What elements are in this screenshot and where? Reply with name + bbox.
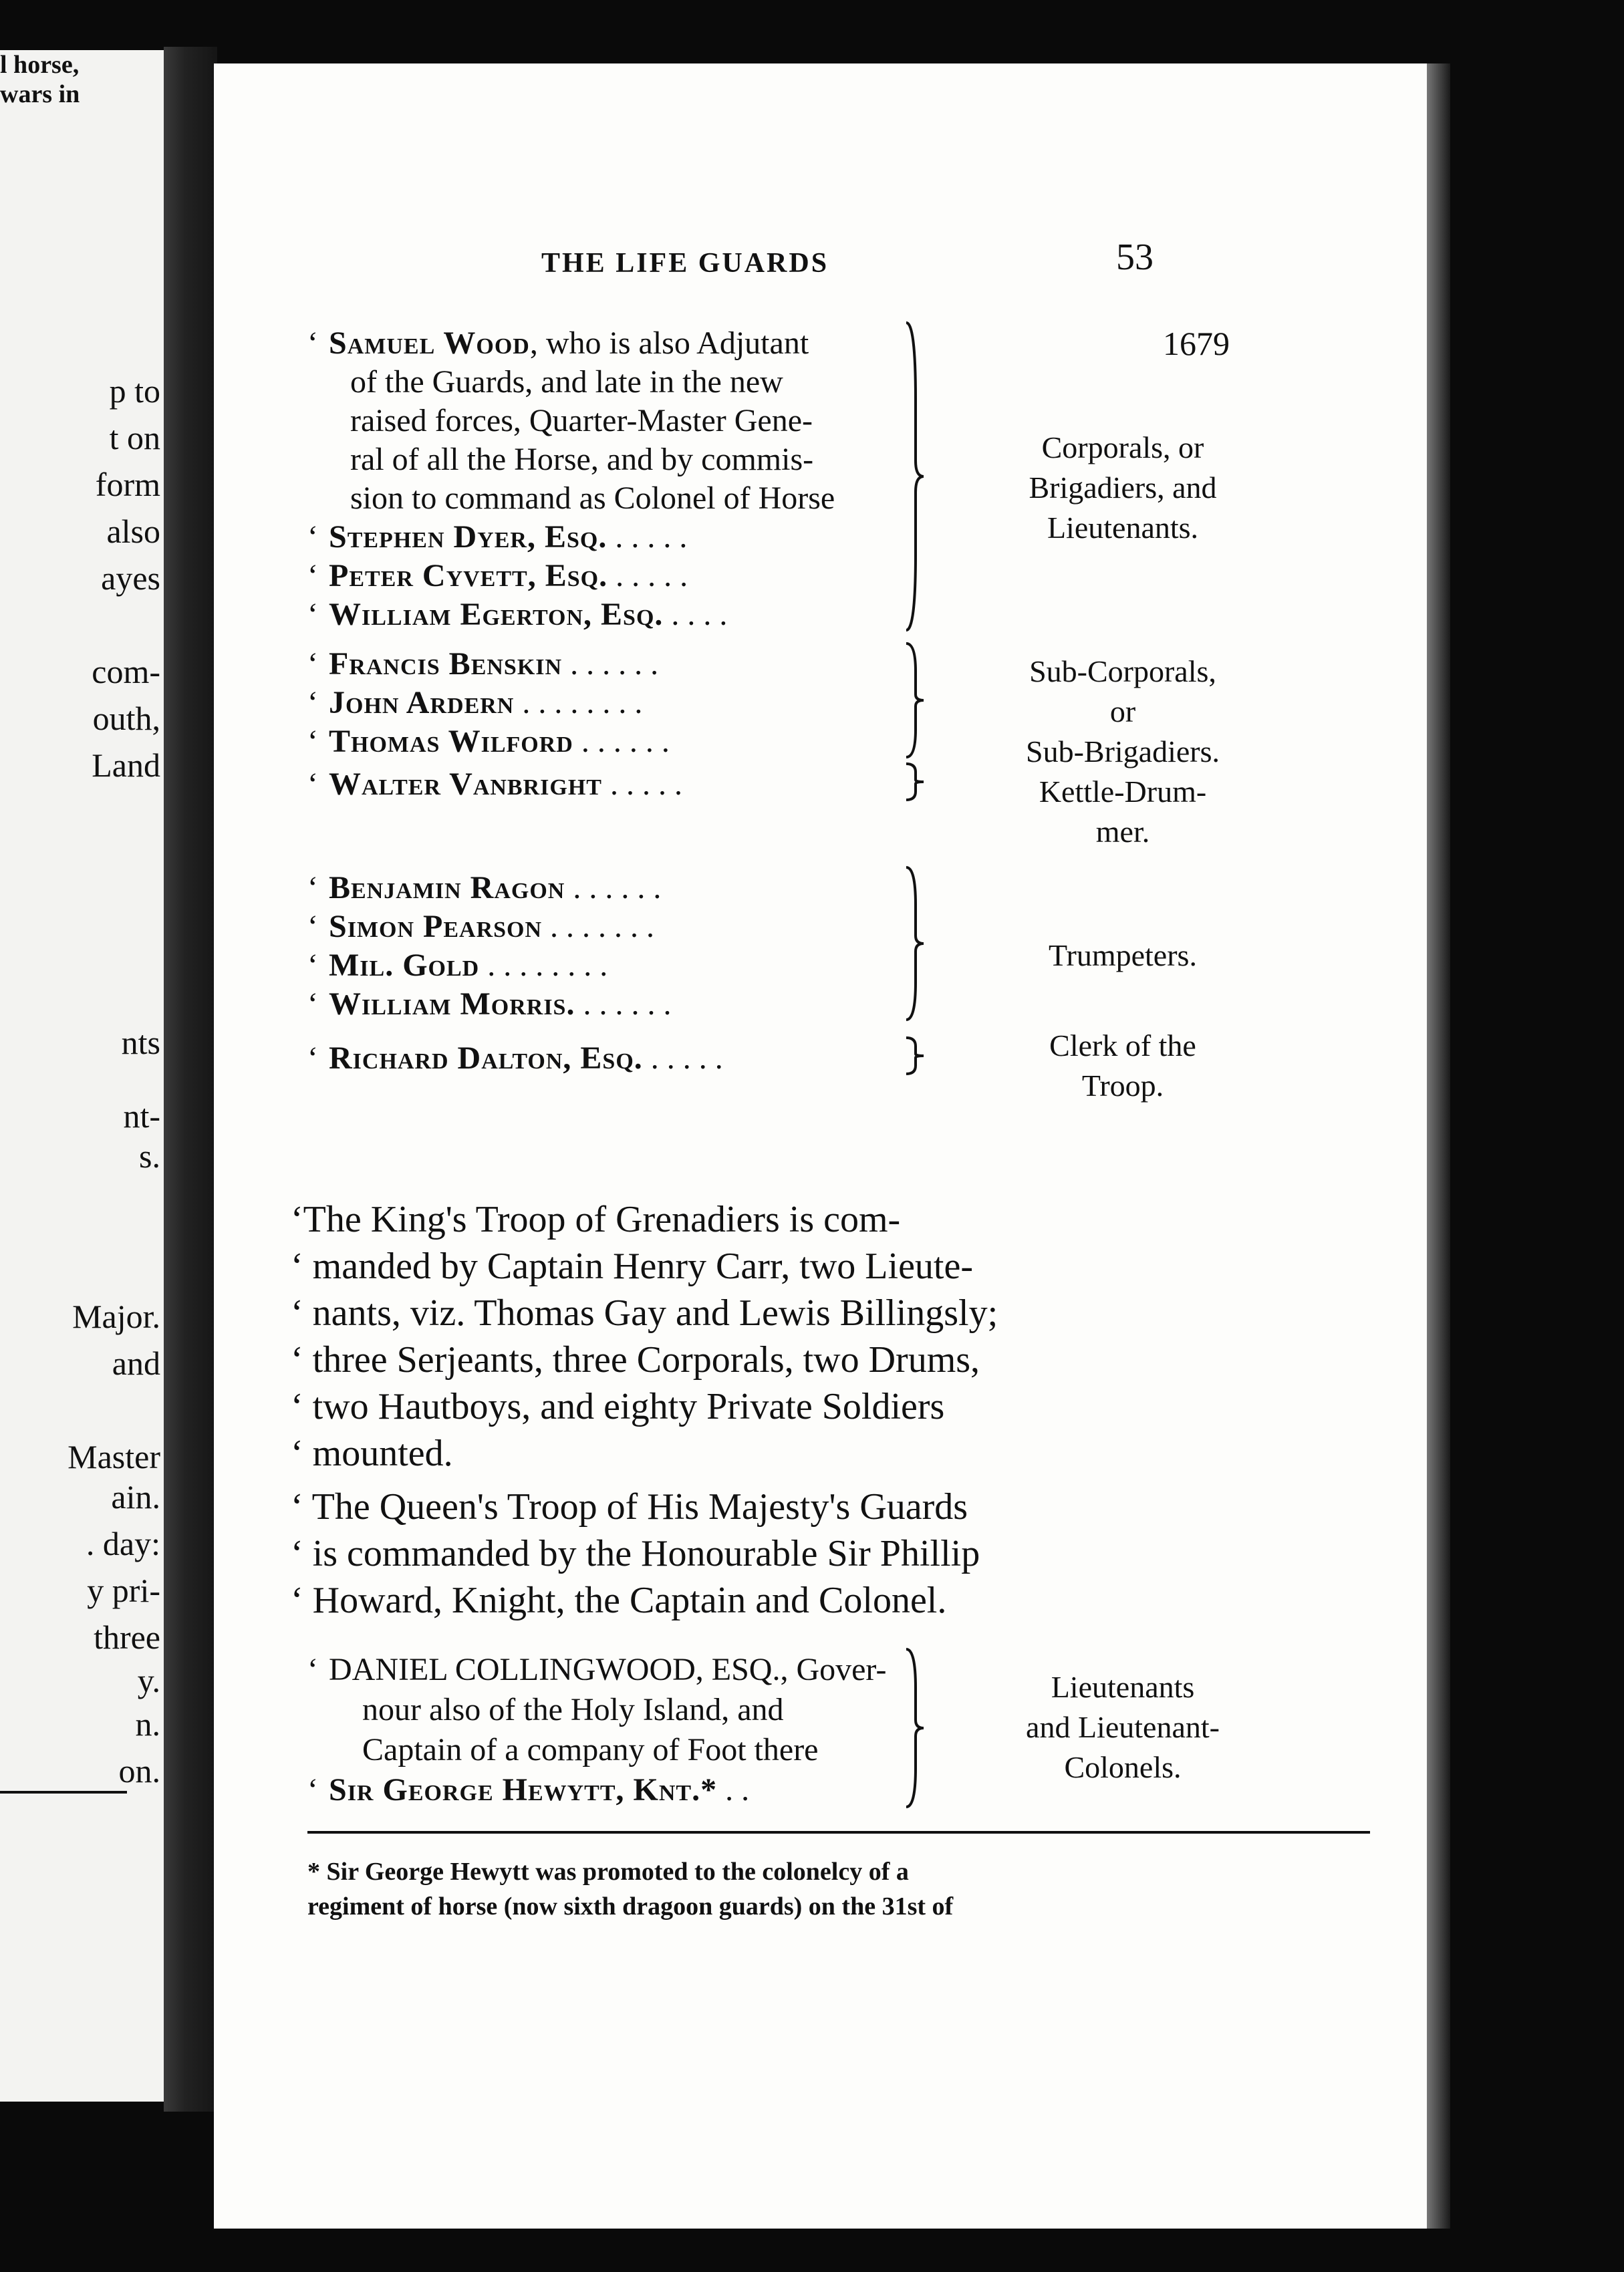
rank-label bbox=[949, 772, 1297, 852]
left-footnote-rule bbox=[0, 1791, 127, 1794]
left-footnote-line: wars in bbox=[0, 80, 80, 108]
rank-label-line: Sub-Brigadiers. bbox=[1025, 734, 1220, 768]
left-page-line: nts bbox=[121, 1024, 160, 1061]
left-page-line: Major. bbox=[72, 1298, 160, 1335]
page-number: 53 bbox=[1116, 237, 1154, 278]
rank-label-line: Trumpeters. bbox=[1049, 938, 1197, 972]
left-page-line: Master bbox=[67, 1438, 160, 1475]
left-page-line: on. bbox=[118, 1752, 160, 1790]
paragraph-line: ‘ three Serjeants, three Corporals, two Drums, bbox=[291, 1339, 980, 1381]
left-page-line: . day: bbox=[86, 1525, 160, 1562]
footnote-rule bbox=[307, 1831, 1370, 1834]
rank-label-line: Kettle-Drum- bbox=[1039, 774, 1207, 809]
rank-label bbox=[929, 1667, 1317, 1788]
roster-entry: ‘ William Morris. . . . . . . bbox=[307, 986, 672, 1022]
left-page-line: and bbox=[112, 1344, 160, 1382]
rank-label-line: Clerk of the bbox=[1049, 1028, 1196, 1062]
rank-label bbox=[949, 936, 1297, 976]
officer-entry: Captain of a company of Foot there bbox=[362, 1732, 819, 1767]
left-footnote-line: l horse, bbox=[0, 51, 80, 79]
rank-label-line: Corporals, or bbox=[1041, 430, 1204, 464]
roster-entry: ‘ Richard Dalton, Esq. . . . . . bbox=[307, 1040, 723, 1076]
book-gutter bbox=[164, 47, 217, 2112]
officer-entry: ‘ DANIEL COLLINGWOOD, ESQ., Gover- bbox=[307, 1652, 887, 1687]
officer-entry: nour also of the Holy Island, and bbox=[362, 1692, 784, 1727]
rank-label-line: Colonels. bbox=[1064, 1750, 1182, 1784]
rank-label-line: Sub-Corporals, bbox=[1029, 654, 1216, 688]
left-page-line: y. bbox=[137, 1662, 160, 1699]
rank-label-line: or bbox=[1109, 694, 1136, 728]
roster-entry: ‘ Benjamin Ragon . . . . . . bbox=[307, 870, 662, 905]
roster-entry: ‘ Peter Cyvett, Esq. . . . . . bbox=[307, 558, 688, 593]
left-page-line: y pri- bbox=[87, 1572, 160, 1609]
roster-entry: ‘ John Ardern . . . . . . . . bbox=[307, 685, 643, 720]
brace-icon bbox=[902, 1648, 929, 1808]
paragraph-line: ‘ The Queen's Troop of His Majesty's Guards bbox=[291, 1486, 968, 1528]
paragraph-line: ‘ is commanded by the Honourable Sir Phillip bbox=[291, 1533, 980, 1574]
footnote-line: regiment of horse (now sixth dragoon guards) on the 31st of bbox=[307, 1892, 954, 1921]
margin-year: 1679 bbox=[1163, 325, 1230, 362]
paragraph-kings-troop bbox=[291, 1196, 1373, 1477]
roster-entry: raised forces, Quarter-Master Gene- bbox=[350, 403, 813, 438]
rank-label-line: mer. bbox=[1095, 815, 1150, 849]
left-page-line: Land bbox=[92, 746, 160, 784]
footnote bbox=[307, 1854, 1370, 1924]
paragraph-line: ‘ manded by Captain Henry Carr, two Lieute- bbox=[291, 1246, 973, 1287]
rank-label-line: Lieutenants bbox=[1051, 1670, 1195, 1704]
paragraph-line: ‘ two Hautboys, and eighty Private Soldiers bbox=[291, 1386, 945, 1427]
brace-icon bbox=[902, 762, 929, 801]
paragraph-line: ‘The King's Troop of Grenadiers is com- bbox=[291, 1199, 901, 1240]
paragraph-line: ‘ nants, viz. Thomas Gay and Lewis Billingsly; bbox=[291, 1292, 998, 1334]
roster-entry: ‘ Francis Benskin . . . . . . bbox=[307, 646, 659, 682]
left-page-line: t on bbox=[109, 419, 160, 456]
brace-icon bbox=[902, 321, 929, 631]
roster-entry: sion to command as Colonel of Horse bbox=[350, 480, 835, 516]
left-page-line: form bbox=[95, 466, 160, 503]
running-head: THE LIFE GUARDS bbox=[541, 248, 829, 279]
rank-label-line: Brigadiers, and bbox=[1029, 470, 1217, 505]
left-page-fragment bbox=[0, 50, 164, 2102]
paragraph-queens-troop bbox=[291, 1483, 1373, 1624]
rank-label-line: Troop. bbox=[1081, 1069, 1164, 1103]
left-page-line: ain. bbox=[111, 1478, 160, 1516]
roster-entry: of the Guards, and late in the new bbox=[350, 364, 783, 400]
left-page-line: three bbox=[94, 1618, 160, 1656]
brace-icon bbox=[902, 866, 929, 1021]
left-page-line: outh, bbox=[92, 700, 160, 737]
left-page-line: n. bbox=[135, 1705, 160, 1743]
footnote-line: * Sir George Hewytt was promoted to the colonelcy of a bbox=[307, 1858, 909, 1886]
left-page-line: ayes bbox=[101, 559, 160, 597]
brace-icon bbox=[902, 642, 929, 758]
rank-label bbox=[949, 428, 1297, 548]
roster-entry: ‘ Simon Pearson . . . . . . . bbox=[307, 909, 655, 944]
roster-entry: ‘ Samuel Wood, who is also Adjutant bbox=[307, 325, 809, 361]
rank-label bbox=[949, 652, 1297, 772]
rank-label-line: and Lieutenant- bbox=[1026, 1710, 1220, 1744]
left-page-line: s. bbox=[139, 1137, 160, 1175]
roster-entry: ‘ Mil. Gold . . . . . . . . bbox=[307, 948, 608, 983]
book-page bbox=[214, 63, 1427, 2229]
paragraph-line: ‘ mounted. bbox=[291, 1433, 453, 1474]
left-page-line: p to bbox=[109, 372, 160, 410]
left-page-footnote bbox=[0, 50, 164, 109]
page-edge-shadow bbox=[1427, 63, 1450, 2229]
rank-label bbox=[949, 1026, 1297, 1106]
roster-entry: ‘ Stephen Dyer, Esq. . . . . . bbox=[307, 519, 688, 555]
roster-entry: ‘ Thomas Wilford . . . . . . bbox=[307, 724, 670, 759]
roster-entry: ‘ William Egerton, Esq. . . . . bbox=[307, 597, 728, 632]
paragraph-line: ‘ Howard, Knight, the Captain and Colonel. bbox=[291, 1580, 947, 1621]
roster-entry: ral of all the Horse, and by commis- bbox=[350, 442, 814, 477]
left-page-line: also bbox=[106, 513, 160, 550]
officer-entry: ‘ Sir George Hewytt, Knt.* . . bbox=[307, 1772, 750, 1808]
brace-icon bbox=[902, 1036, 929, 1075]
left-page-line: com- bbox=[92, 653, 160, 690]
rank-label-line: Lieutenants. bbox=[1047, 511, 1199, 545]
roster-entry: ‘ Walter Vanbright . . . . . bbox=[307, 766, 682, 802]
left-page-line: nt- bbox=[123, 1097, 160, 1135]
